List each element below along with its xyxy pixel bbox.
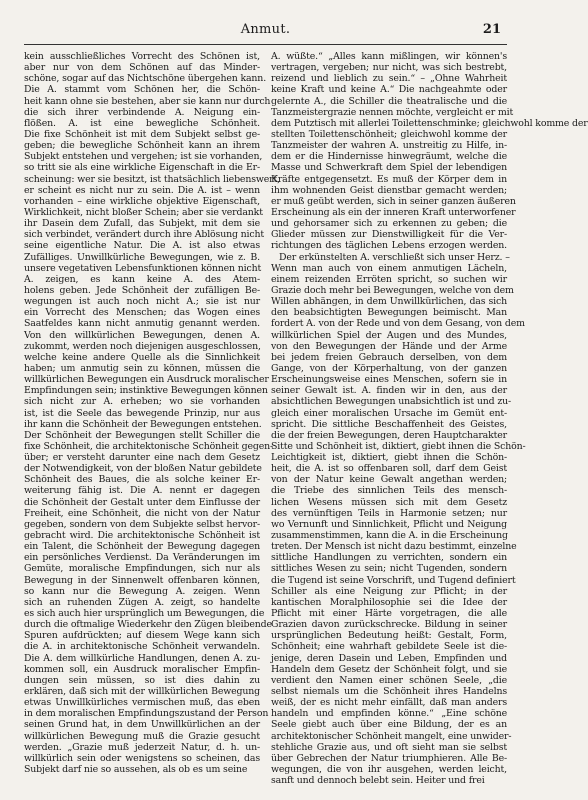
text-line: Wirklichkeit, nicht bloßer Schein; aber sie verdankt <box>24 206 263 218</box>
text-line: es sich auch hier ursprünglich um Bewegungen, die <box>24 608 265 620</box>
text-line: die Triebe des sinnlichen Teils des mensch- <box>271 485 507 497</box>
text-line: über Gebrechen der Natur triumphieren. Alle Be- <box>271 752 507 764</box>
text-line: und gehorsamer sich zu erkennen zu geben; die <box>271 218 507 230</box>
text-line: sich nicht zur A. erheben; wo sie vorhanden <box>24 396 260 408</box>
text-line: reizend und lieblich zu sein.“ – „Ohne Wahrheit <box>271 73 507 85</box>
text-line: weiterung fähig ist. Die A. nennt er dagegen <box>24 485 260 497</box>
text-line: der Notwendigkeit, von der bloßen Natur gebildete <box>24 463 262 475</box>
text-line: die Schönheit der Gestalt unter dem Einflusse der <box>24 496 260 508</box>
text-line: die A. in architektonische Schönheit verwandeln. <box>24 641 260 653</box>
text-line: die der freien Bewegungen, deren Hauptcharakter <box>271 429 507 441</box>
text-line: Die A. stammt vom Schönen her, die Schön- <box>24 84 260 96</box>
text-line: durch die oftmalige Wiederkehr den Zügen bleibende <box>24 619 272 631</box>
text-line: architektonischer Schönheit mangelt, eine unwider- <box>271 730 512 742</box>
text-line: ein persönliches Verdienst. Da Veränderungen im <box>24 552 260 564</box>
text-line: gebracht wird. Die architektonische Schönheit ist <box>24 530 260 542</box>
text-line: fixe Schönheit, die architektonische Schönheit gegen- <box>24 440 274 452</box>
text-line: treten. Der Mensch ist nicht dazu bestimmt, einzelne <box>271 541 517 553</box>
text-line: erklären, daß sich mit der willkürlichen Bewegung <box>24 686 260 698</box>
text-line: spricht. Die sittliche Beschaffenheit des Geistes, <box>271 418 507 430</box>
text-line: wo Vernunft und Sinnlichkeit, Pflicht und Neigung <box>271 518 507 530</box>
text-line: unsere vegetativen Lebensfunktionen können nicht <box>24 262 262 274</box>
text-line: Freiheit, eine Schönheit, die nicht von der Natur <box>24 507 260 519</box>
text-line: welche keine andere Quelle als die Sinnlichkeit <box>24 351 260 363</box>
text-line: heit kann ohne sie bestehen, aber sie kann nur durch <box>24 95 271 107</box>
text-line: einem reizenden Erröten spricht, so suchen wir <box>271 273 507 285</box>
running-header <box>24 22 507 45</box>
text-line: zusammenstimmen, kann die A. in die Erscheinung <box>271 530 508 542</box>
text-line: von der Natur keine Gewalt angethan werden; <box>271 474 507 486</box>
text-line: Subjekt entstehen und vergehen; ist sie vorhanden, <box>24 151 263 163</box>
text-line: so tritt sie als eine wirkliche Eigenschaft in die Er- <box>24 162 260 174</box>
text-line: willkürlichen Spiel der Augen und des Mundes, <box>271 329 507 341</box>
text-line: so kann nur die Bewegung A. zeigen. Wenn <box>24 585 260 597</box>
left-column <box>24 51 280 786</box>
text-line: kantischen Moralphilosophie sei die Idee der <box>271 596 507 608</box>
text-line: er scheint es nicht nur zu sein. Die A. ist – wenn <box>24 184 260 196</box>
text-line: seinen Grund hat, in dem Unwillkürlichen an der <box>24 719 260 731</box>
text-line: bei jedem freien Gebrauch derselben, von dem <box>271 351 507 363</box>
text-line: Schönheit; eine wahrhaft gebildete Seele ist die- <box>271 641 507 653</box>
text-line: Pflicht mit einer Härte vorgetragen, die alle <box>271 608 507 620</box>
text-line: handeln und empfinden könne.“ „Eine schöne <box>271 708 507 720</box>
text-line: dem Putztisch mit allerlei Toilettenschminke; gleichwohl komme der <box>271 117 588 129</box>
text-columns <box>24 51 588 787</box>
text-line: selbst niemals um die Schönheit ihres Handelns <box>271 686 507 698</box>
text-line: gegeben, sondern von dem Subjekte selbst hervor- <box>24 518 260 530</box>
text-line: über; er versteht darunter eine nach dem Gesetz <box>24 452 260 464</box>
text-line: ihr Dasein dem Zufall, das Subjekt, mit dem sie <box>24 218 260 230</box>
text-line: werden. „Grazie muß jederzeit Natur, d. h. un- <box>24 741 260 753</box>
text-line: ihr kann die Schönheit der Bewegungen entstehen. <box>24 418 262 430</box>
text-line: verdient den Namen einer schönen Seele, „die <box>271 674 507 686</box>
text-line: flößen. A. ist eine bewegliche Schönheit. <box>24 117 260 129</box>
text-line: Erscheinung als ein der inneren Kraft unterworfener <box>271 206 516 218</box>
text-line: scheinung: wer sie besitzt, ist thatsächlich liebenswert, <box>24 173 280 185</box>
text-line: Gemüte, moralische Empfindungen, sich nur als <box>24 563 260 575</box>
text-line: Zufälliges. Unwillkürliche Bewegungen, wie z. B. <box>24 251 260 263</box>
running-title: Anmut. <box>240 22 291 37</box>
text-line: lichen Wesens müssen sich mit dem Gesetz <box>271 496 507 508</box>
text-line: A. wüßte.“ „Alles kann mißlingen, wir können's <box>271 51 507 62</box>
text-line: richtungen des täglichen Lebens erzogen werden. <box>271 240 507 252</box>
text-line: die sich ihrer verbindende A. Neigung ein- <box>24 106 260 118</box>
text-line: kommen soll, ein Ausdruck moralischer Empfin- <box>24 663 260 675</box>
text-line: aber nur von dem Schönen auf das Minder- <box>24 62 260 74</box>
text-line: holens geben. Jede Schönheit der zufälligen Be- <box>24 284 260 296</box>
text-line: stellten Toilettenschönheit; gleichwohl komme der <box>271 128 507 140</box>
text-line: sich verbindet, verändert durch ihre Ablösung nicht <box>24 229 265 241</box>
text-line: sittliche Handlungen zu verrichten, sondern ein <box>271 552 507 564</box>
text-line: kein ausschließliches Vorrecht des Schönen ist, <box>24 51 260 62</box>
text-line: den beabsichtigten Bewegungen beimischt. Man <box>271 307 507 319</box>
text-line: Glieder müssen zur Dienstwilligkeit für die Ver- <box>271 229 507 241</box>
text-line: ist, ist die Seele das bewegende Prinzip, nur aus <box>24 407 260 419</box>
text-line: keine Kraft und keine A.“ Die nachgeahmte oder <box>271 84 507 96</box>
text-line: wegungen, die von ihr ausgehen, werden leicht, <box>271 764 507 775</box>
right-column <box>271 51 588 787</box>
text-line: haben; um anmutig sein zu können, müssen die <box>24 362 260 374</box>
text-line: zukommt, werden noch diejenigen ausgeschlossen, <box>24 340 261 352</box>
text-line: die Tugend ist seine Vorschrift, und Tugend definiert <box>271 574 516 586</box>
text-line: ihm wohnenden Geist dienstbar gemacht werden; <box>271 184 507 196</box>
text-line: schöne, sogar auf das Nichtschöne übergehen kann. <box>24 73 267 85</box>
text-line: ein Talent, die Schönheit der Bewegung dagegen <box>24 541 260 553</box>
text-line: gleich einer moralischen Ursache im Gemüt ent- <box>271 407 507 419</box>
text-line: stehliche Grazie aus, und oft sieht man sie selbst <box>271 741 507 753</box>
text-line: Bewegung in der Sinnenwelt offenbaren können, <box>24 574 260 586</box>
text-line: Subjekt darf nie so aussehen, als ob es um seine <box>24 764 248 775</box>
text-line: ein Vorrecht des Menschen; das Wogen eines <box>24 307 260 319</box>
text-line: Spuren aufdrückten; auf diesem Wege kann sich <box>24 630 260 642</box>
text-line: fordert A. von der Rede und von dem Gesang, von dem <box>271 318 525 330</box>
text-line: Grazien davon zurückschrecke. Bildung in seiner <box>271 619 507 631</box>
text-line: absichtlichen Bewegungen unabsichtlich ist und zu- <box>271 396 512 408</box>
text-line: vorhanden – eine wirkliche objektive Eigenschaft, <box>24 195 260 207</box>
text-line: Der erkünstelten A. verschließt sich unser Herz. – <box>279 251 510 263</box>
text-line: sanft und dennoch belebt sein. Heiter und frei <box>271 775 485 787</box>
text-line: wegungen ist auch noch nicht A.; sie ist nur <box>24 296 260 308</box>
text-line: er muß geübt werden, sich in seiner ganzen äußeren <box>271 195 516 207</box>
text-line: in dem moralischen Empfindungszustand der Person <box>24 708 269 720</box>
text-line: Tanzmeistergrazie nennen möchte, vergleicht er mit <box>271 106 514 118</box>
text-line: Sitte und Schönheit ist, diktiert, giebt ihnen die Schön- <box>271 440 526 452</box>
text-line: dungen sein müssen, so ist dies dahin zu <box>24 674 260 686</box>
text-line: seiner Gewalt ist. A. finden wir in den, aus der <box>271 385 507 397</box>
page-number: 21 <box>482 22 501 37</box>
text-line: Grazie doch mehr bei Bewegungen, welche von dem <box>271 284 514 296</box>
text-line: Die A. dem willkürliche Handlungen, denen A. zu- <box>24 652 260 664</box>
text-line: weiß, der es nicht mehr einfällt, daß man anders <box>271 697 507 709</box>
text-line: Tanzmeister der wahren A. unstreitig zu Hilfe, in- <box>271 140 507 152</box>
text-line: Die fixe Schönheit ist mit dem Subjekt selbst ge- <box>24 128 260 140</box>
text-line: Saatfeldes kann nicht anmutig genannt werden. <box>24 318 260 330</box>
text-line: Schönheit des Baues, die als solche keiner Er- <box>24 474 260 486</box>
text-line: Masse und Schwerkraft dem Spiel der lebendigen <box>271 162 507 174</box>
text-line: geben; die bewegliche Schönheit kann an ihrem <box>24 140 260 152</box>
text-line: Handeln dem Gesetz der Schönheit folgt, und sie <box>271 663 507 675</box>
text-line: Schiller als eine Neigung zur Pflicht; in der <box>271 585 507 597</box>
text-line: Leichtigkeit ist, diktiert, giebt ihnen die Schön- <box>271 452 507 464</box>
text-line: willkürlichen Bewegungen ein Ausdruck moralischer <box>24 374 269 386</box>
text-line: gelernte A., die Schiller die theatralische und die <box>271 95 507 107</box>
text-line: Gange, von der Körperhaltung, von der ganzen <box>271 362 507 374</box>
text-line: ursprünglichen Bedeutung heißt: Gestalt, Form, <box>271 630 507 642</box>
text-line: Willen abhängen, in dem Unwillkürlichen, das sich <box>271 296 507 308</box>
text-line: sich an ruhenden Zügen A. zeigt, so handelte <box>24 596 260 608</box>
text-line: vertragen, vergeben; nur nicht, was sich bestrebt, <box>271 62 507 74</box>
text-line: Kräfte entgegensetzt. Es muß der Körper dem in <box>271 173 507 185</box>
text-line: sittliches Wesen zu sein; nicht Tugenden, sondern <box>271 563 507 575</box>
text-line: dem er die Hindernisse hinwegräumt, welche die <box>271 151 507 163</box>
text-line: etwas Unwillkürliches vermischen muß, das eben <box>24 697 260 709</box>
text-line: von den Bewegungen der Hände und der Arme <box>271 340 507 352</box>
text-line: heit, die A. ist so offenbaren soll, darf dem Geist <box>271 463 507 475</box>
text-line: Der Schönheit der Bewegungen stellt Schiller die <box>24 429 260 441</box>
text-line: Wenn man auch von einem anmutigen Lächeln, <box>271 262 507 274</box>
text-line: seine eigentliche Natur. Die A. ist also etwas <box>24 240 260 252</box>
text-line: willkürlichen Bewegung muß die Grazie gesucht <box>24 730 260 742</box>
text-line: des vernünftigen Teils in Harmonie setzen; nur <box>271 507 507 519</box>
text-line: Empfindungen sein; instinktive Bewegungen können <box>24 385 268 397</box>
text-line: Seele giebt auch über eine Bildung, der es an <box>271 719 507 731</box>
text-line: A. zeigen, es kann keine A. des Atem- <box>24 273 260 285</box>
text-line: jenige, deren Dasein und Leben, Empfinden und <box>271 652 507 664</box>
text-line: willkürlich sein oder wenigstens so scheinen, das <box>24 752 260 764</box>
text-line: Erscheinungsweise eines Menschen, sofern sie in <box>271 374 507 386</box>
text-line: Von den willkürlichen Bewegungen, denen A. <box>24 329 260 341</box>
